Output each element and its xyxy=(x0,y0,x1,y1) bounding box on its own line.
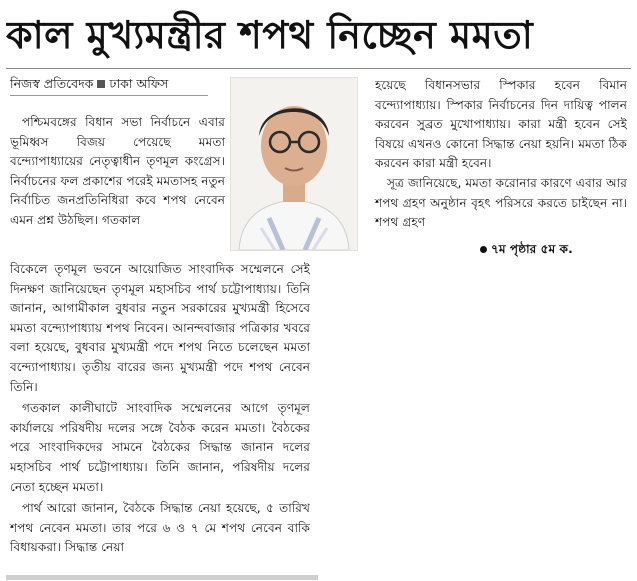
byline-divider xyxy=(10,95,208,96)
article-paragraph-1-continued: বিকেলে তৃণমূল ভবনে আয়োজিত সাংবাদিক সম্মেলনে সেই দিনক্ষণ জানিয়েছেন তৃণমূল মহাসচিব পার্থ চট্টোপাধ্যায়। তিনি জানান, আগামীকাল বুধবার নতুন সরকারের মুখ্যমন্ত্রী হিসেবে মমতা বন্দ্যোপাধ্যায় শপথ নিবেন। আনন্দবাজার পত্রিকার খবরে বলা হয়েছে, বুধবার মুখ্যমন্ত্রী পদে শপথ নিতে চলেছেন মমতা বন্দ্যোপাধ্যায়। তৃতীয় বারের জন্য মুখ্যমন্ত্রী পদে শপথ নেবেন তিনি। xyxy=(10,262,310,394)
portrait-photo xyxy=(230,77,358,251)
portrait-photo-icon xyxy=(231,78,357,250)
article-paragraph-4: সূত্র জানিয়েছে, মমতা করোনার কারণে এবার আর শপথ গ্রহণ অনুষ্ঠান বৃহৎ পরিসরে করতে চাইছেন না। শপথ গ্রহণ xyxy=(375,175,627,230)
article-paragraph-2: গতকাল কালীঘাটে সাংবাদিক সম্মেলনের আগে তৃণমূল কার্যালয়ে পরিষদীয় দলের সঙ্গে বৈঠক করেন মমতা। বৈঠকের পরে সাংবাদিকদের সামনে বৈঠকের সিদ্ধান্ত জানান দলের মহাসচিব পার্থ চট্টোপাধ্যায়। তিনি জানান, পরিষদীয় দলের নেতা হচ্ছেন মমতা। xyxy=(10,401,310,494)
article-paragraph-3-continued: হয়েছে বিধানসভার স্পিকার হবেন বিমান বন্দ্যোপাধ্যায়। স্পিকার নির্বাচনের দিন দায়িত্ব পালন করবেন সুব্রত মুখোপাধ্যায়। কারা মন্ত্রী হবেন সেই বিষয়ে এখনও কোনো সিদ্ধান্ত নেয়া হয়নি। মমতা ঠিক করবেন কারা মন্ত্রী হবেন। xyxy=(375,78,627,171)
article-column-right xyxy=(375,76,627,233)
article-paragraph-3: পার্থ আরো জানান, বৈঠকে সিদ্ধান্ত নেয়া হয়েছে, ৫ তারিখ শপথ নেবেন মমতা। তার পরে ৬ ও ৭ মে শপথ নেবেন বাকি বিধায়করা। সিদ্ধান্ত নেয়া xyxy=(10,501,310,555)
continuation-note xyxy=(480,241,573,261)
byline xyxy=(10,76,220,92)
square-bullet-icon xyxy=(97,80,105,88)
byline-reporter: নিজস্ব প্রতিবেদক xyxy=(10,76,94,91)
bullet-icon xyxy=(480,246,487,253)
article-paragraph-1: পশ্চিমবঙ্গের বিধান সভা নির্বাচনে এবার ভূমিধ্বস বিজয় পেয়েছে মমতা বন্দ্যোপাধ্যায়ের নেতৃত্বাধীন তৃণমূল কংগ্রেস। নির্বাচনের ফল প্রকাশের পরেই মমতাসহ নতুন নির্বাচিত জনপ্রতিনিধিরা কবে শপথ নেবেন এমন প্রশ্ন উঠছিল। গতকাল xyxy=(10,115,225,227)
continuation-text: ৭ম পৃষ্ঠার ৫ম ক. xyxy=(491,242,573,256)
article-column-left-top xyxy=(10,113,225,231)
byline-office: ঢাকা অফিস xyxy=(109,76,169,91)
bottom-rule xyxy=(6,575,318,580)
article-column-full xyxy=(10,260,310,560)
headline: কাল মুখ্যমন্ত্রীর শপথ নিচ্ছেন মমতা xyxy=(6,13,534,57)
headline-divider xyxy=(6,68,631,69)
